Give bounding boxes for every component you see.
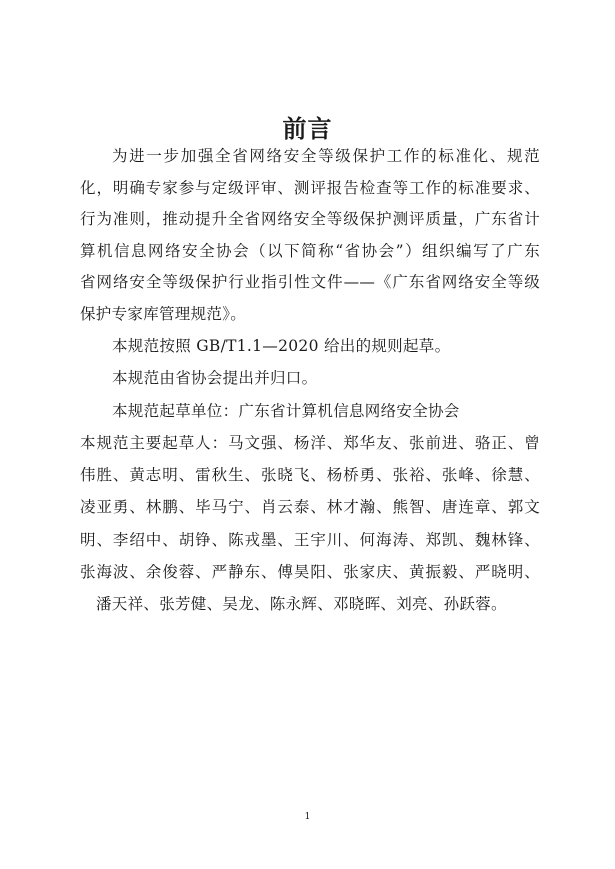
drafters-line-5: 张海波、余俊蓉、严静东、傅昊阳、张家庆、黄振毅、严晓明、 <box>80 563 540 581</box>
page-number: 1 <box>304 812 311 822</box>
preface-line-4: 算机信息网络安全协会（以下简称“省协会”）组织编写了广东 <box>80 242 540 260</box>
preface-line-3: 行为准则，推动提升全省网络安全等级保护测评质量，广东省计 <box>80 210 540 228</box>
drafting-rules-statement: 本规范按照 GB/T1.1—2020 给出的规则起草。 <box>112 337 451 355</box>
drafters-line-3: 凌亚勇、林鹏、毕马宁、肖云泰、林才瀚、熊智、唐连章、郭文 <box>80 498 540 516</box>
preface-line-6: 保护专家库管理规范》。 <box>80 305 247 323</box>
drafters-line-1: 本规范主要起草人：马文强、杨洋、郑华友、张前进、骆正、曾 <box>80 434 540 452</box>
drafters-line-2: 伟胜、黄志明、雷秋生、张晓飞、杨桥勇、张裕、张峰、徐慧、 <box>80 466 540 484</box>
preface-line-5: 省网络安全等级保护行业指引性文件——《广东省网络安全等级 <box>80 273 540 291</box>
preface-line-2: 化，明确专家参与定级评审、测评报告检查等工作的标准要求、 <box>80 179 540 197</box>
page-title: 前言 <box>282 115 333 143</box>
proposer-statement: 本规范由省协会提出并归口。 <box>112 369 318 387</box>
drafting-unit-statement: 本规范起草单位：广东省计算机信息网络安全协会 <box>112 402 460 420</box>
preface-line-1: 为进一步加强全省网络安全等级保护工作的标准化、规范 <box>112 147 540 165</box>
drafters-line-6: 潘天祥、张芳健、吴龙、陈永辉、邓晓晖、刘亮、孙跃蓉。 <box>96 595 507 613</box>
drafters-line-4: 明、李绍中、胡铮、陈戎墨、王宇川、何海涛、郑凯、魏林锋、 <box>80 531 540 549</box>
